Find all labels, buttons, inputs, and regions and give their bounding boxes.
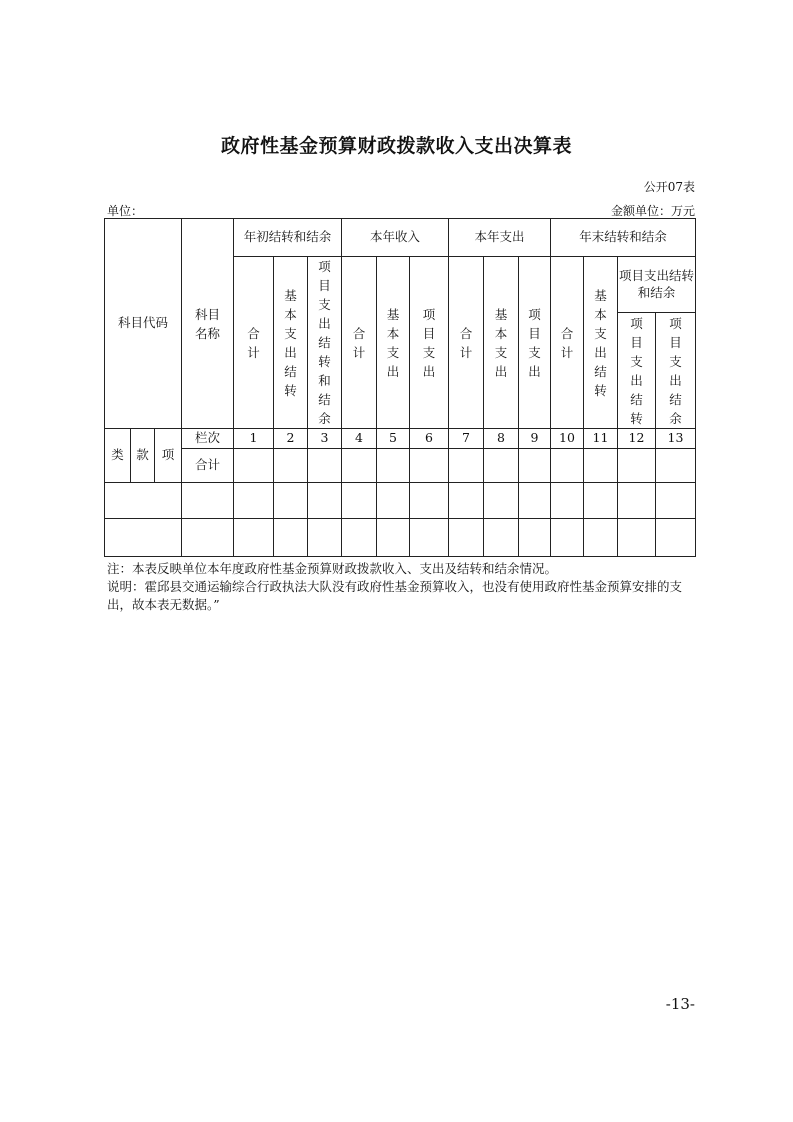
table-cell (449, 449, 484, 483)
table-cell (105, 483, 182, 519)
column-number: 2 (274, 429, 308, 449)
amount-unit: 金额单位：万元 (610, 204, 695, 218)
table-cell (618, 449, 656, 483)
table-cell (308, 519, 342, 557)
unit-label: 单位： (107, 204, 144, 218)
end-project-group-header: 项目支出结转和结余 (618, 257, 696, 313)
begin-project-header: 项目支出结转和结余 (308, 257, 342, 429)
table-cell (656, 449, 696, 483)
table-cell (274, 519, 308, 557)
table-row (105, 519, 696, 557)
sum-row (105, 449, 696, 483)
kuan-header: 款 (131, 429, 155, 483)
column-number: 5 (377, 429, 410, 449)
table-cell (377, 483, 410, 519)
end-total-header: 合计 (551, 257, 584, 429)
expense-total-header: 合计 (449, 257, 484, 429)
table-cell (234, 483, 274, 519)
table-cell (449, 519, 484, 557)
table-cell (449, 483, 484, 519)
group-income-header: 本年收入 (342, 219, 449, 257)
column-number: 7 (449, 429, 484, 449)
table-cell (551, 483, 584, 519)
table-cell (182, 519, 234, 557)
expense-basic-header: 基本支出 (484, 257, 519, 429)
table-cell (519, 483, 551, 519)
table-cell (656, 519, 696, 557)
table-cell (342, 519, 377, 557)
subject-code-header: 科目代码 (105, 219, 182, 429)
column-number: 11 (584, 429, 618, 449)
column-number: 9 (519, 429, 551, 449)
table-cell (551, 449, 584, 483)
table-row (105, 483, 696, 519)
table-cell (377, 519, 410, 557)
table-cell (234, 519, 274, 557)
end-basic-header: 基本支出结转 (584, 257, 618, 429)
table-cell (551, 519, 584, 557)
column-number: 13 (656, 429, 696, 449)
table-cell (519, 519, 551, 557)
table-cell (584, 519, 618, 557)
table-cell (584, 483, 618, 519)
end-project-carry-header: 项目支出结转 (618, 313, 656, 429)
explanation-text: 说明：霍邱县交通运输综合行政执法大队没有政府性基金预算收入，也没有使用政府性基金预算安排的支出，故本表无数据。” (107, 579, 683, 612)
column-number: 6 (410, 429, 449, 449)
column-number: 3 (308, 429, 342, 449)
table-note: 注：本表反映单位本年度政府性基金预算财政拨款收入、支出及结转和结余情况。 (107, 561, 558, 576)
income-total-header: 合计 (342, 257, 377, 429)
table-cell (182, 483, 234, 519)
income-project-header: 项目支出 (410, 257, 449, 429)
column-index-label: 栏次 (182, 429, 234, 449)
income-basic-header: 基本支出 (377, 257, 410, 429)
budget-table (104, 218, 696, 557)
table-cell (484, 483, 519, 519)
table-cell (519, 449, 551, 483)
table-cell (234, 449, 274, 483)
table-cell (410, 519, 449, 557)
table-cell (484, 519, 519, 557)
column-number: 12 (618, 429, 656, 449)
table-cell (342, 483, 377, 519)
sum-row-label: 合计 (182, 449, 234, 483)
subject-name-header: 科目名称 (182, 219, 234, 429)
form-number: 公开07表 (643, 180, 695, 194)
table-cell (274, 449, 308, 483)
page-number: -13- (665, 995, 695, 1013)
table-cell (656, 483, 696, 519)
column-number: 8 (484, 429, 519, 449)
table-cell (308, 483, 342, 519)
table-cell (308, 449, 342, 483)
table-cell (484, 449, 519, 483)
table-cell (410, 449, 449, 483)
table-cell (105, 519, 182, 557)
page-title: 政府性基金预算财政拨款收入支出决算表 (220, 135, 572, 157)
group-end-header: 年末结转和结余 (551, 219, 696, 257)
xiang-header: 项 (155, 429, 182, 483)
table-cell (342, 449, 377, 483)
end-project-balance-header: 项目支出结余 (656, 313, 696, 429)
begin-basic-header: 基本支出结转 (274, 257, 308, 429)
table-cell (410, 483, 449, 519)
lei-header: 类 (105, 429, 131, 483)
column-number: 4 (342, 429, 377, 449)
column-number: 10 (551, 429, 584, 449)
table-cell (274, 483, 308, 519)
expense-project-header: 项目支出 (519, 257, 551, 429)
group-begin-header: 年初结转和结余 (234, 219, 342, 257)
begin-total-header: 合计 (234, 257, 274, 429)
table-cell (618, 483, 656, 519)
table-cell (377, 449, 410, 483)
table-cell (584, 449, 618, 483)
group-expense-header: 本年支出 (449, 219, 551, 257)
column-number: 1 (234, 429, 274, 449)
table-cell (618, 519, 656, 557)
